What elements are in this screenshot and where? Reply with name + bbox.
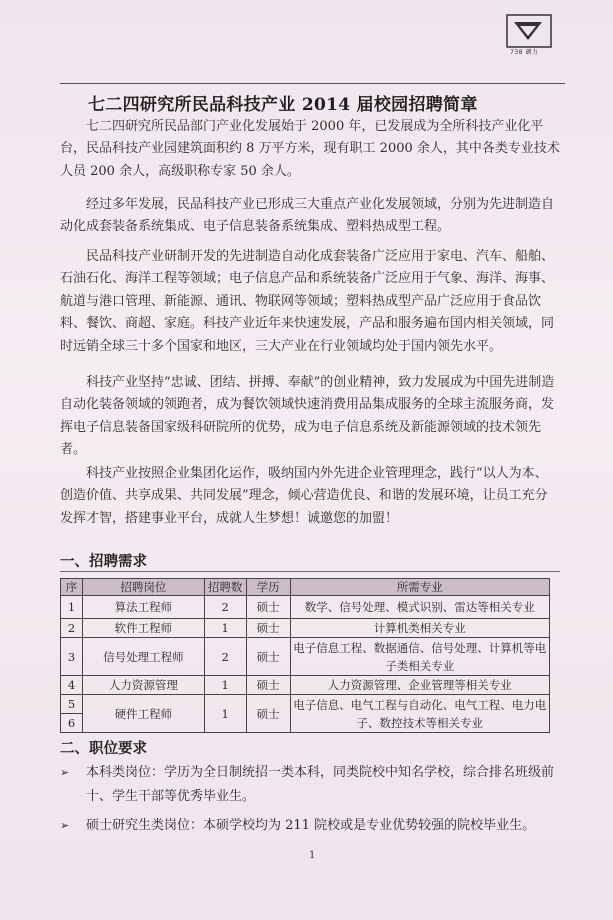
row-degree: 硕士 — [246, 596, 290, 619]
row-number: 4 — [61, 676, 83, 695]
row-count: 2 — [204, 596, 246, 619]
table-row — [61, 596, 550, 619]
arrow-bullet-icon: ➢ — [60, 766, 70, 779]
row-position: 信号处理工程师 — [82, 638, 204, 676]
institute-logo-icon — [506, 14, 552, 48]
row-position: 硬件工程师 — [82, 695, 204, 733]
document-title: 七二四研究所民品科技产业 2014 届校园招聘简章 — [88, 95, 478, 115]
column-header: 所需专业 — [290, 579, 549, 596]
row-degree: 硕士 — [246, 638, 290, 676]
row-count: 1 — [204, 695, 246, 733]
row-position: 人力资源管理 — [82, 676, 204, 695]
table-row — [61, 695, 550, 714]
table-row — [61, 638, 550, 676]
paragraph-culture: 科技产业按照企业集团化运作，吸纳国内外先进企业管理理念，践行“以人为本、创造价值、共享成果、共同发展”理念，倾心营造优良、和谐的发展环境，让员工充分发挥才智，搭建事业平台，成就人生梦想！诚邀您的加盟！ — [60, 466, 548, 526]
row-count: 1 — [204, 676, 246, 695]
requirement-item-bachelor — [60, 761, 560, 809]
table-row — [61, 619, 550, 638]
section-heading-requirements: 二、职位要求 — [60, 740, 147, 757]
row-degree: 硕士 — [246, 676, 290, 695]
requirement-text: 硕士研究生类岗位：本硕学校均为 211 院校或是专业优势较强的院校毕业生。 — [86, 818, 536, 833]
row-degree: 硕士 — [246, 695, 290, 733]
row-number: 3 — [61, 638, 83, 676]
row-count: 2 — [204, 638, 246, 676]
column-header: 学历 — [246, 579, 290, 596]
column-header: 招聘岗位 — [82, 579, 204, 596]
paragraph-intro: 七二四研究所民品部门产业化发展始于 2000 年，已发展成为全所科技产业化平台，民品科技产业园建筑面积约 8 万平方米，现有职工 2000 余人，其中各类专业技术人员 200 余人，高级职称专家 50 余人。 — [60, 119, 560, 179]
row-position: 算法工程师 — [82, 596, 204, 619]
recruitment-table — [60, 578, 550, 733]
table-row — [61, 676, 550, 695]
row-number: 2 — [61, 619, 83, 638]
row-number: 1 — [61, 596, 83, 619]
section-heading-recruitment: 一、招聘需求 — [60, 553, 147, 570]
row-degree: 硕士 — [246, 619, 290, 638]
row-major: 电子信息、电气工程与自动化、电气工程、电力电子、数控技术等相关专业 — [290, 695, 549, 733]
row-major: 数学、信号处理、模式识别、雷达等相关专业 — [290, 596, 549, 619]
row-number: 5 — [61, 695, 83, 714]
table-header-row — [61, 579, 550, 596]
row-major: 电子信息工程、数据通信、信号处理、计算机等电子类相关专业 — [290, 638, 549, 676]
paragraph-applications: 民品科技产业研制开发的先进制造自动化成套装备广泛应用于家电、汽车、船舶、石油石化、海洋工程等领域；电子信息产品和系统装备广泛应用于气象、海洋、海事、航道与港口管理、新能源、通讯、物联网等领域；塑料热成型产品广泛应用于食品饮料、餐饮、商超、家庭。科技产业近年来快速发展，产品和服务遍布国内相关领域，同时远销全球三十多个国家和地区，三大产业在行业领域均处于国内领先水平。 — [60, 249, 555, 354]
paragraph-spirit: 科技产业坚持“忠诚、团结、拼搏、奉献”的创业精神，致力发展成为中国先进制造自动化装备领域的领跑者，成为餐饮领域快速消费用品集成服务的全球主流服务商，发挥电子信息装备国家级科研院所的优势，成为电子信息系统及新能源领域的技术领先者。 — [60, 375, 555, 458]
column-header: 序 — [61, 579, 83, 596]
requirement-item-master — [60, 814, 560, 838]
section-divider — [60, 571, 560, 572]
row-major: 计算机类相关专业 — [290, 619, 549, 638]
header-rule — [60, 83, 565, 84]
row-major: 人力资源管理、企业管理等相关专业 — [290, 676, 549, 695]
logo-text: 738 碉力 — [510, 49, 539, 56]
requirement-text-continued: 十、学生干部等优秀毕业生。 — [86, 789, 256, 804]
requirement-text: 本科类岗位：学历为全日制统招一类本科，同类院校中知名学校，综合排名班级前 — [86, 765, 555, 780]
row-position: 软件工程师 — [82, 619, 204, 638]
paragraph-fields: 经过多年发展，民品科技产业已形成三大重点产业化发展领域，分别为先进制造自动化成套装备系统集成、电子信息装备系统集成、塑料热成型工程。 — [60, 197, 555, 235]
row-count: 1 — [204, 619, 246, 638]
arrow-bullet-icon: ➢ — [60, 819, 70, 832]
column-header: 招聘数 — [204, 579, 246, 596]
page-number: 1 — [309, 850, 316, 861]
row-number: 6 — [61, 714, 83, 733]
